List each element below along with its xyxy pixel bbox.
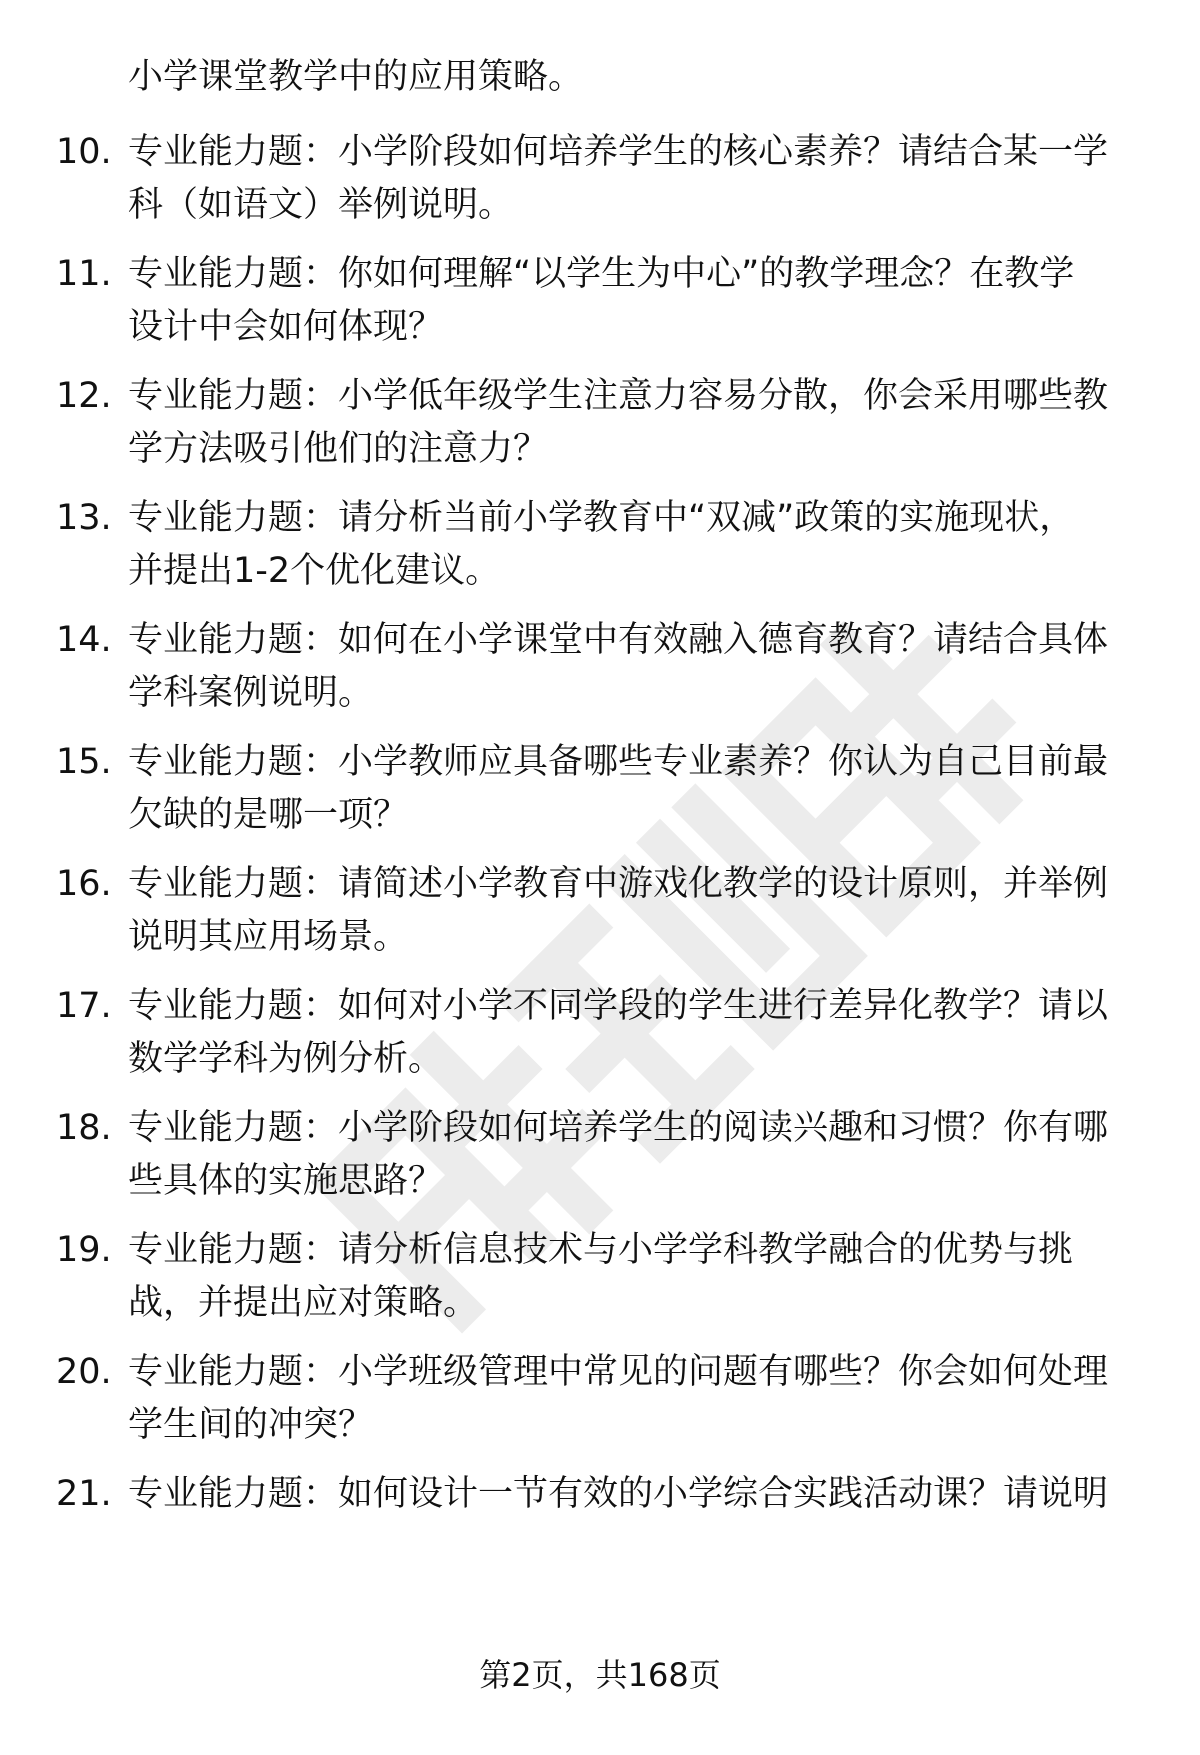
item-text-line: 并提出1-2个优化建议。 <box>128 551 501 591</box>
item-number: 21. <box>56 1474 112 1514</box>
item-text-line: 专业能力题：如何设计一节有效的小学综合实践活动课？请说明 <box>128 1474 1109 1514</box>
item-number: 17. <box>56 986 112 1026</box>
item-text-line: 学生间的冲突？ <box>128 1405 374 1445</box>
item-number: 18. <box>56 1108 112 1148</box>
item-text-line: 专业能力题：请分析信息技术与小学学科教学融合的优势与挑 <box>128 1230 1074 1270</box>
item-text-line: 专业能力题：小学班级管理中常见的问题有哪些？你会如何处理 <box>128 1352 1109 1392</box>
item-number: 11. <box>56 254 112 294</box>
item-number: 10. <box>56 132 112 172</box>
item-text-line: 说明其应用场景。 <box>128 917 409 957</box>
item-number: 20. <box>56 1352 112 1392</box>
item-text-line: 专业能力题：小学阶段如何培养学生的阅读兴趣和习惯？你有哪 <box>128 1108 1109 1148</box>
item-text-line: 科（如语文）举例说明。 <box>128 185 514 225</box>
item-text-line: 欠缺的是哪一项？ <box>128 795 409 835</box>
item-text-line: 专业能力题：请简述小学教育中游戏化教学的设计原则，并举例 <box>128 864 1109 904</box>
item-number: 13. <box>56 498 112 538</box>
item-text-line: 些具体的实施思路？ <box>128 1161 444 1201</box>
item-text-line: 专业能力题：小学教师应具备哪些专业素养？你认为自己目前最 <box>128 742 1109 782</box>
item-text-line: 设计中会如何体现？ <box>128 307 444 347</box>
item-text-line: 专业能力题：如何对小学不同学段的学生进行差异化教学？请以 <box>128 986 1109 1026</box>
continuation-line: 小学课堂教学中的应用策略。 <box>128 57 584 97</box>
item-text-line: 学方法吸引他们的注意力？ <box>128 429 549 469</box>
item-text-line: 数学学科为例分析。 <box>128 1039 444 1079</box>
item-text-line: 专业能力题：小学低年级学生注意力容易分散，你会采用哪些教 <box>128 376 1109 416</box>
item-text-line: 专业能力题：你如何理解“以学生为中心”的教学理念？在教学 <box>128 254 1075 294</box>
item-number: 19. <box>56 1230 112 1270</box>
page-footer: 第2页，共168页 <box>479 1656 721 1694</box>
item-text-line: 专业能力题：如何在小学课堂中有效融入德育教育？请结合具体 <box>128 620 1109 660</box>
item-number: 15. <box>56 742 112 782</box>
item-number: 12. <box>56 376 112 416</box>
item-text-line: 专业能力题：小学阶段如何培养学生的核心素养？请结合某一学 <box>128 132 1109 172</box>
item-number: 14. <box>56 620 112 660</box>
item-text-line: 学科案例说明。 <box>128 673 374 713</box>
item-text-line: 专业能力题：请分析当前小学教育中“双减”政策的实施现状， <box>128 498 1075 538</box>
item-text-line: 战，并提出应对策略。 <box>128 1283 479 1323</box>
item-number: 16. <box>56 864 112 904</box>
